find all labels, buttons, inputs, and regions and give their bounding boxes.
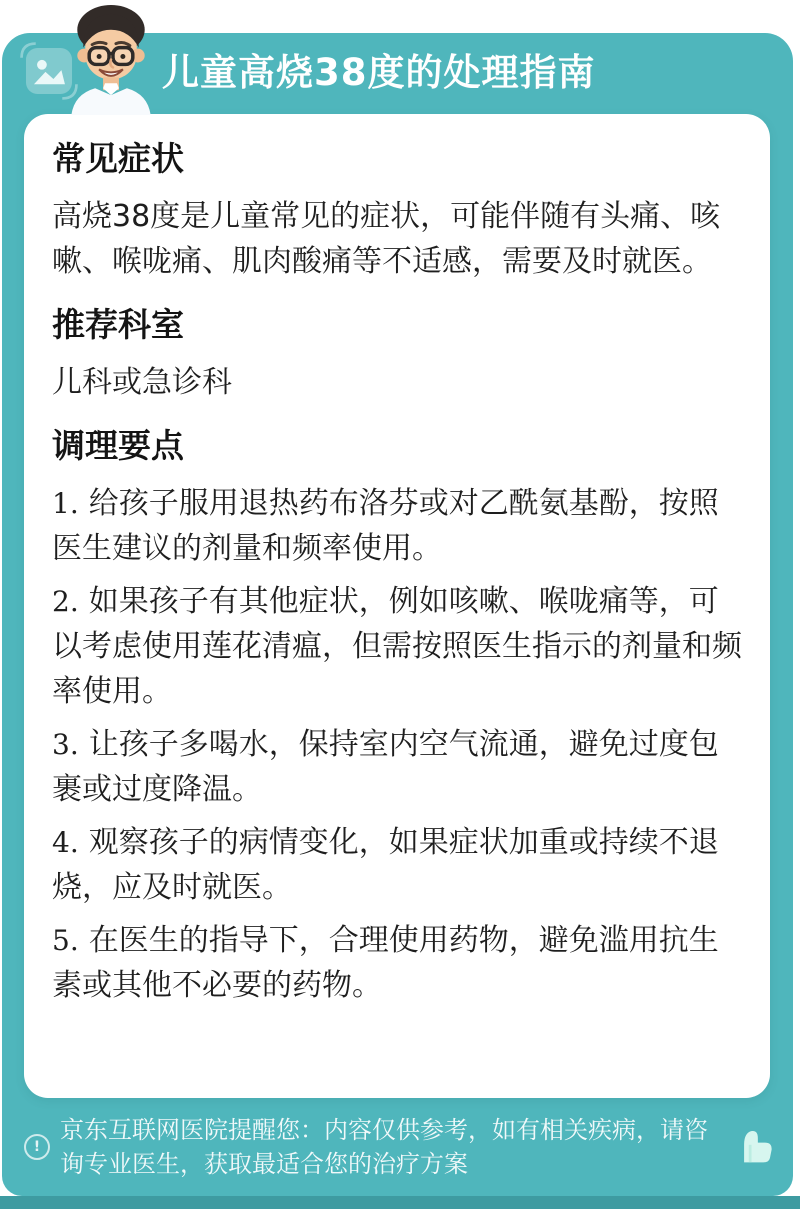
section-heading-common-symptoms: 常见症状 bbox=[52, 139, 184, 178]
item-text: 在医生的指导下，合理使用药物，避免滥用抗生素或其他不必要的药物。 bbox=[52, 923, 719, 1003]
doctor-avatar bbox=[54, 2, 168, 115]
care-point-item bbox=[52, 820, 742, 910]
section-heading-recommended-department: 推荐科室 bbox=[52, 305, 184, 344]
item-number: 1. bbox=[52, 487, 79, 520]
care-point-item bbox=[52, 918, 742, 1008]
recommended-department-text: 儿科或急诊科 bbox=[52, 365, 232, 400]
common-symptoms-text: 高烧38度是儿童常见的症状，可能伴随有头痛、咳嗽、喉咙痛、肌肉酸痛等不适感，需要及时就医。 bbox=[52, 199, 721, 279]
item-text: 如果孩子有其他症状，例如咳嗽、喉咙痛等，可以考虑使用莲花清瘟，但需按照医生指示的剂量和频率使用。 bbox=[52, 584, 742, 709]
item-number: 2. bbox=[52, 585, 79, 618]
bottom-accent-strip bbox=[0, 1196, 800, 1209]
page-title: 儿童高烧38度的处理指南 bbox=[162, 51, 596, 94]
item-text: 观察孩子的病情变化，如果症状加重或持续不退烧，应及时就医。 bbox=[52, 825, 719, 905]
item-number: 4. bbox=[52, 826, 79, 859]
footer-disclaimer bbox=[0, 1098, 800, 1196]
care-point-item bbox=[52, 481, 742, 571]
content-card bbox=[24, 114, 770, 1098]
item-number: 3. bbox=[52, 728, 79, 761]
item-text: 给孩子服用退热药布洛芬或对乙酰氨基酚，按照医生建议的剂量和频率使用。 bbox=[52, 486, 719, 566]
thumbs-up-icon[interactable] bbox=[732, 1125, 776, 1169]
disclaimer-text: 京东互联网医院提醒您：内容仅供参考，如有相关疾病，请咨询专业医生，获取最适合您的治疗方案 bbox=[60, 1116, 708, 1178]
item-number: 5. bbox=[52, 924, 79, 957]
item-text: 让孩子多喝水，保持室内空气流通，避免过度包裹或过度降温。 bbox=[52, 727, 719, 807]
alert-circle-icon: ! bbox=[24, 1134, 50, 1160]
care-point-item bbox=[52, 579, 742, 714]
care-point-item bbox=[52, 722, 742, 812]
section-heading-care-points: 调理要点 bbox=[52, 426, 184, 465]
